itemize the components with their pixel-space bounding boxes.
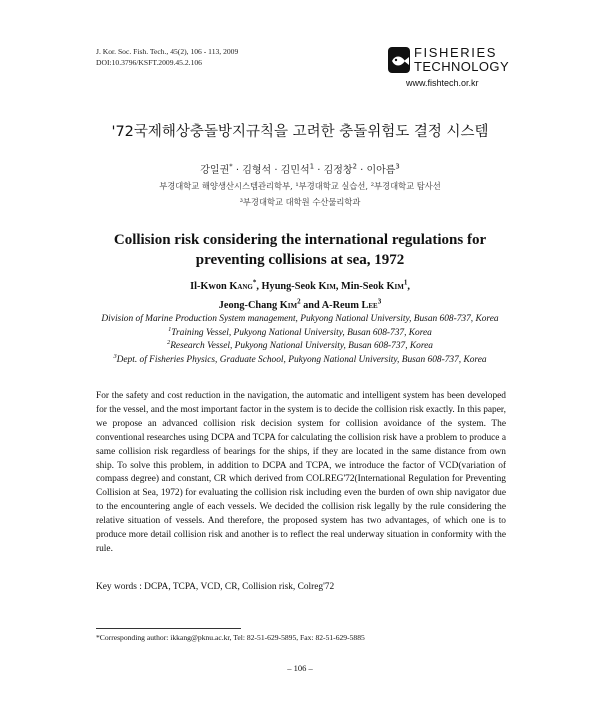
english-author-mark: * (252, 278, 257, 287)
affiliation-mark: 1 (168, 325, 172, 333)
fish-logo-icon (388, 47, 412, 75)
affiliation-line (0, 354, 600, 368)
affiliation-text: Training Vessel, Pukyong National University, Busan 608-737, Korea (171, 327, 432, 338)
korean-author: 김정창 (323, 165, 353, 176)
english-title-line1: Collision risk considering the international regulations for (113, 232, 487, 248)
affiliation-mark: 3 (113, 352, 117, 360)
english-author-mark: 3 (377, 297, 382, 306)
affiliation-mark: 2 (167, 338, 171, 346)
footnote-rule (96, 628, 241, 629)
logo-line1: FISHERIES (414, 45, 498, 60)
english-authors-line (0, 277, 600, 296)
author-separator: and (300, 300, 322, 311)
korean-author-mark: 2 (352, 162, 357, 171)
korean-author: 김민석 (280, 165, 310, 176)
english-author-last: Lee (361, 300, 378, 311)
english-author-first: Il-Kwon (190, 281, 230, 292)
korean-author: 김형석 (242, 165, 272, 176)
author-separator: · (232, 165, 243, 176)
abstract: For the safety and cost reduction in the navigation, the automatic and intelligent system has been developed for the vessel, and the most important factor in the system is to decide the collision risk exactly. In this paper, we propose an advanced collision risk decision system for collision avoidance of the system. The conventional researches using DCPA and TCPA for calculating the collision risk have a problem to produce a same collision risk regardless of bearings for the ships, if they are located in the same distance from own ship. To solve this problem, in addition to DCPA and TCPA, we introduce the factor of VCD(variation of compass degree) and constant, CR which derived from COLREG'72(International Regulation for Preventing Collision at Sea, 1972) for evaluating the collision risk including even the burden of own ship navigator due to the encountering angle of each vessels. We decided the collision risk legally by the rule considering the relative situation of vessels. And therefore, the proposed system has two advantages, of which one is to produce more detail collision risk and another is to reflect the real underway situation in conformity with the rule. (96, 391, 506, 554)
english-author-last: Kim (386, 281, 404, 292)
doi[interactable]: DOI:10.3796/KSFT.2009.45.2.106 (96, 57, 202, 67)
author-separator: , (256, 281, 262, 292)
english-author-mark: 1 (403, 278, 408, 287)
korean-author-mark: 1 (309, 162, 315, 171)
footnote-mark: * (96, 633, 100, 642)
footnote-text: Corresponding author: ikkang@pknu.ac.kr, Tel: 82-51-629-5895, Fax: 82-51-629-5885 (99, 633, 365, 642)
english-author-last: Kim (279, 300, 298, 311)
english-author-last: Kang (229, 281, 253, 292)
author-separator: , (407, 281, 410, 292)
affiliation-text: Research Vessel, Pukyong National University, Busan 608-737, Korea (170, 341, 433, 351)
keywords: Key words : DCPA, TCPA, VCD, CR, Collision risk, Colreg'72 (96, 582, 335, 592)
korean-authors (0, 161, 600, 176)
journal-header (96, 47, 238, 68)
affiliation-line (0, 340, 600, 354)
author-separator: · (314, 165, 324, 176)
english-affiliations (0, 313, 600, 367)
english-author-mark: 2 (297, 297, 301, 306)
english-author-first: Min-Seok (340, 281, 387, 292)
affiliation-line (0, 313, 600, 327)
author-separator: · (271, 165, 281, 176)
korean-author: 이아름 (366, 165, 396, 176)
journal-citation: J. Kor. Soc. Fish. Tech., 45(2), 106 - 113, 2009 (96, 47, 239, 56)
logo-line2: TECHNOLOGY (414, 59, 510, 74)
english-author-last: Kim (318, 281, 336, 292)
author-separator: · (356, 165, 367, 176)
english-title-line2: preventing collisions at sea, 1972 (195, 252, 405, 268)
korean-title: '72국제해상충돌방지규칙을 고려한 충돌위험도 결정 시스템 (111, 124, 489, 140)
affiliation-text: Division of Marine Production System management, Pukyong National University, Busan 608-737, Korea (101, 314, 499, 324)
korean-author-mark: * (229, 162, 233, 171)
footnote (96, 633, 365, 642)
english-author-first: A-Reum (321, 300, 362, 311)
affiliation-line (0, 327, 600, 341)
korean-affiliation-2: ³부경대학교 대학원 수산물리학과 (239, 197, 361, 207)
author-separator: , (335, 281, 341, 292)
english-title (0, 230, 600, 270)
english-author-first: Hyung-Seok (261, 281, 319, 292)
korean-author: 강일권 (200, 165, 230, 176)
korean-author-mark: 3 (395, 162, 400, 171)
english-authors (0, 277, 600, 315)
journal-logo (388, 45, 510, 89)
english-author-first: Jeong-Chang (218, 300, 280, 311)
korean-affiliation-1: 부경대학교 해양생산시스템관리학부, ¹부경대학교 실습선, ²부경대학교 탐사선 (159, 181, 441, 191)
logo-url[interactable]: www.fishtech.or.kr (406, 78, 479, 88)
page-number: – 106 – (287, 663, 313, 673)
affiliation-text: Dept. of Fisheries Physics, Graduate School, Pukyong National University, Busan 608-737, Korea (116, 354, 487, 365)
